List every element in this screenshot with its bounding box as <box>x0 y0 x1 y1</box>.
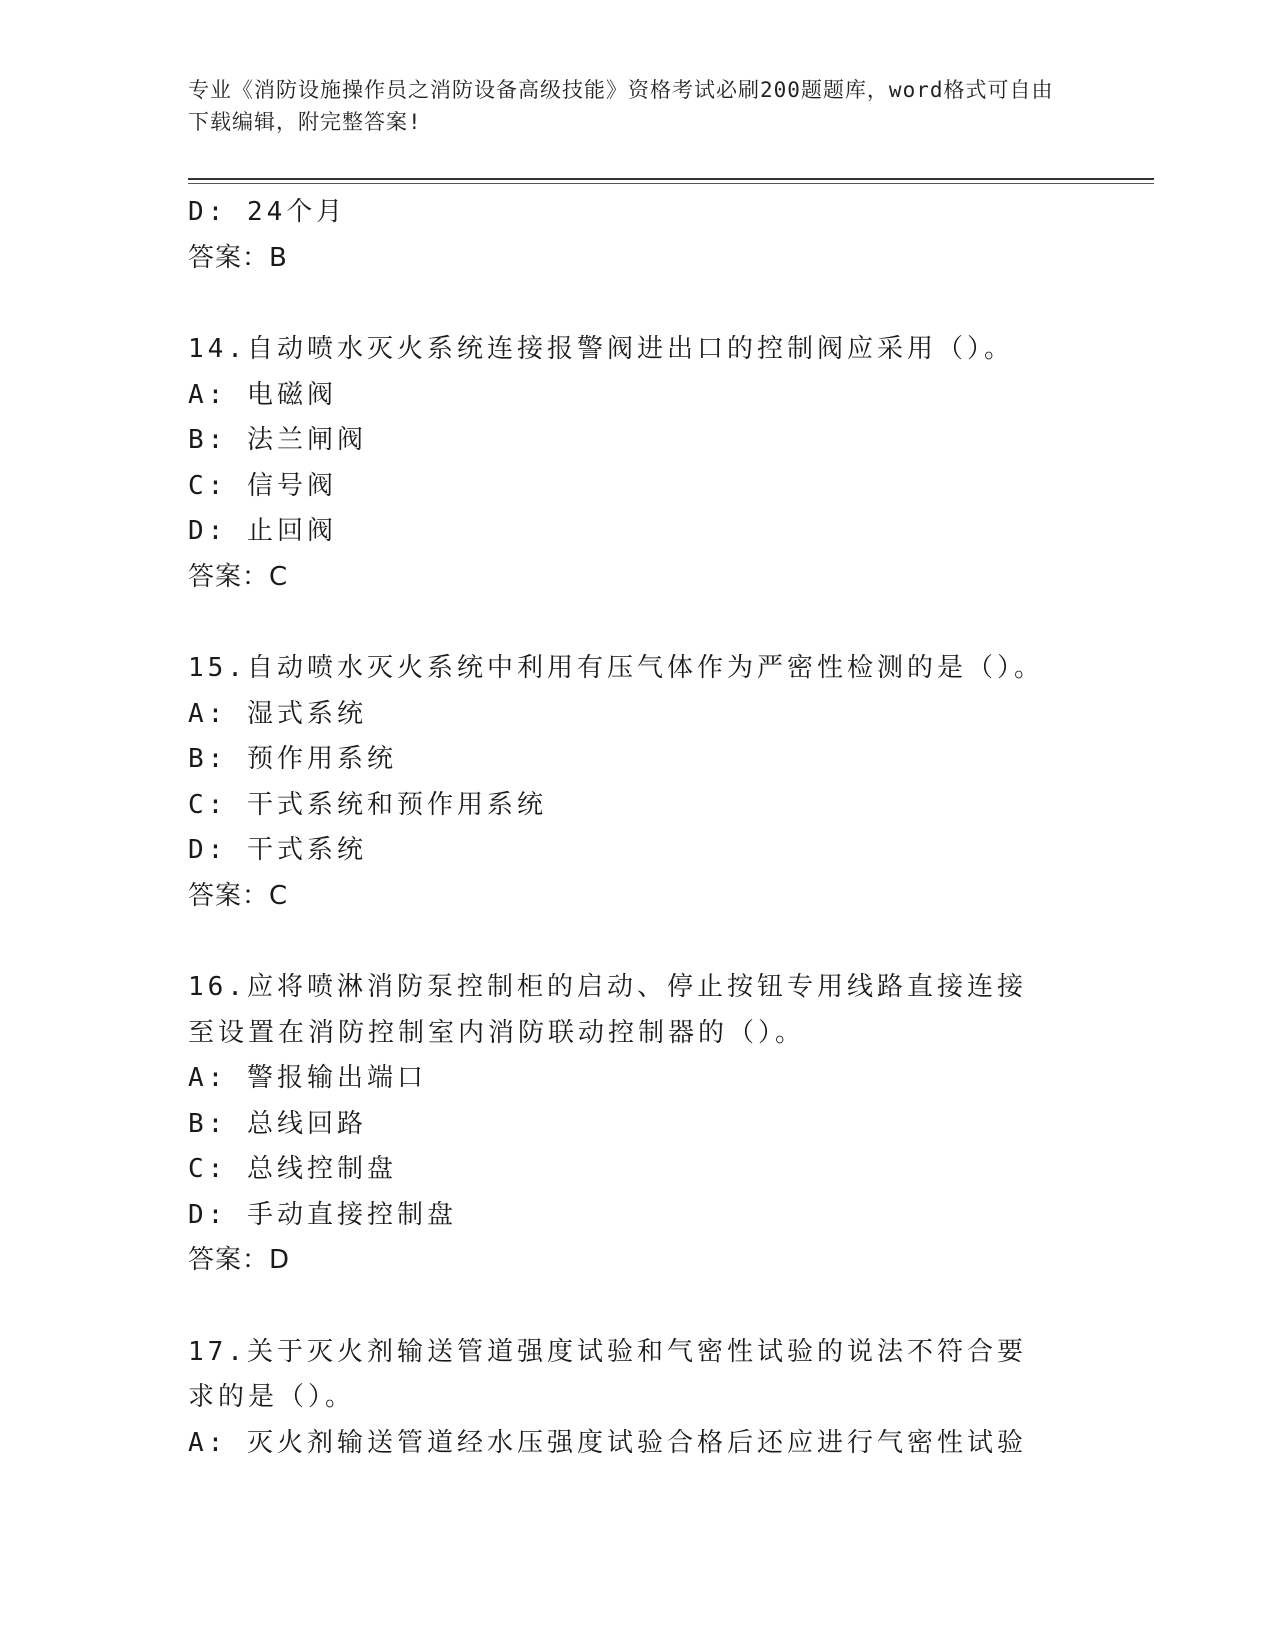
question-15 <box>188 646 1088 919</box>
option-a: A: 湿式系统 <box>188 698 367 729</box>
question-text: 17.关于灭火剂输送管道强度试验和气密性试验的说法不符合要求的是（）。 <box>188 1336 1027 1412</box>
option-d: D: 手动直接控制盘 <box>188 1199 457 1230</box>
option-b: B: 预作用系统 <box>188 744 397 774</box>
question-text: 16.应将喷淋消防泵控制柜的启动、停止按钮专用线路直接连接至设置在消防控制室内消防联动控制器的（）。 <box>188 972 1027 1048</box>
option-c: C: 干式系统和预作用系统 <box>188 789 547 820</box>
option-d: D: 干式系统 <box>188 835 367 865</box>
option-d: D: 24个月 <box>188 197 347 227</box>
header-divider-thin <box>188 183 1154 184</box>
option-c: C: 信号阀 <box>188 470 337 501</box>
option-d: D: 止回阀 <box>188 516 337 546</box>
question-14 <box>188 327 1088 600</box>
page-header: 专业《消防设施操作员之消防设备高级技能》资格考试必刷200题题库，word格式可自由下载编辑，附完整答案! <box>188 78 1054 134</box>
option-b: B: 法兰闸阀 <box>188 425 367 455</box>
answer-line: 答案：C <box>188 880 289 911</box>
question-text: 15.自动喷水灭火系统中利用有压气体作为严密性检测的是（）。 <box>188 653 1044 683</box>
option-c: C: 总线控制盘 <box>188 1154 397 1184</box>
document-body <box>188 190 1088 1466</box>
answer-line: 答案：D <box>188 1245 291 1275</box>
question-17 <box>188 1330 1088 1467</box>
option-a: A: 电磁阀 <box>188 379 337 410</box>
answer-line: 答案：C <box>188 561 289 592</box>
question-16 <box>188 965 1088 1284</box>
question-text: 14.自动喷水灭火系统连接报警阀进出口的控制阀应采用（）。 <box>188 334 1014 364</box>
header-divider <box>188 178 1154 180</box>
option-a: A: 警报输出端口 <box>188 1063 427 1093</box>
option-a: A: 灭火剂输送管道经水压强度试验合格后还应进行气密性试验 <box>188 1427 1027 1458</box>
option-b: B: 总线回路 <box>188 1108 367 1139</box>
answer-line: 答案：B <box>188 242 288 273</box>
